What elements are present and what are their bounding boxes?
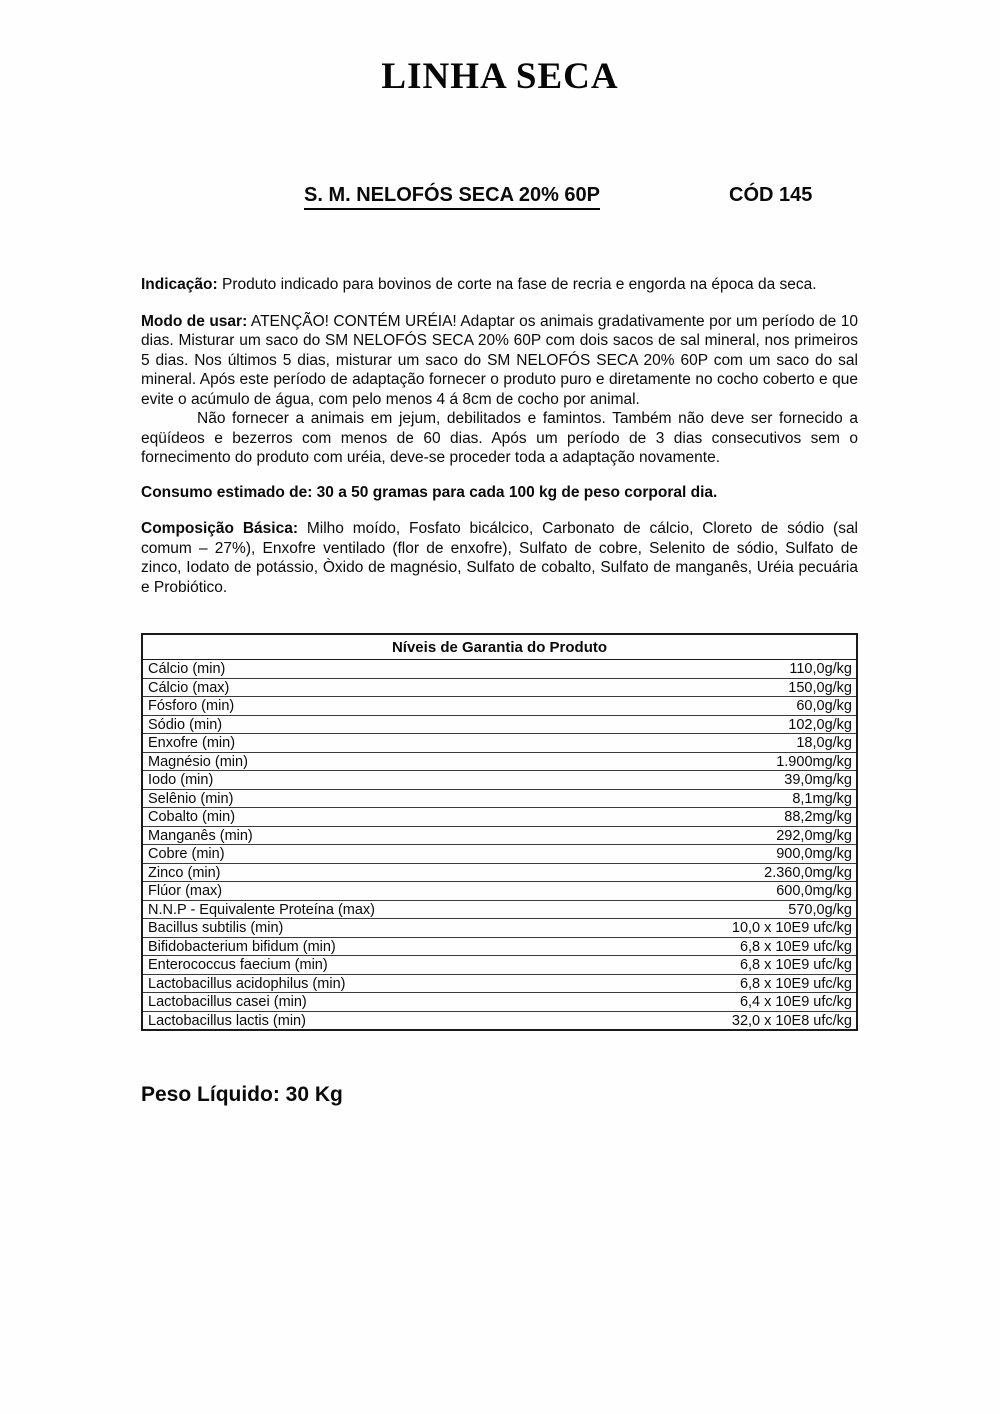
product-code: CÓD 145 (729, 184, 813, 207)
nutrient-value: 88,2mg/kg (604, 808, 857, 827)
nutrient-label: N.N.P - Equivalente Proteína (max) (142, 900, 604, 919)
table-row (142, 789, 857, 808)
guarantee-table-head (142, 634, 857, 660)
table-row (142, 660, 857, 679)
nutrient-value: 6,8 x 10E9 ufc/kg (604, 937, 857, 956)
table-row (142, 678, 857, 697)
nutrient-label: Lactobacillus casei (min) (142, 993, 604, 1012)
guarantee-table-title: Níveis de Garantia do Produto (142, 634, 857, 660)
nutrient-value: 6,8 x 10E9 ufc/kg (604, 974, 857, 993)
table-row (142, 956, 857, 975)
nutrient-label: Manganês (min) (142, 826, 604, 845)
nutrient-label: Bifidobacterium bifidum (min) (142, 937, 604, 956)
nutrient-label: Flúor (max) (142, 882, 604, 901)
document-content (141, 184, 858, 1107)
composicao-text: Milho moído, Fosfato bicálcico, Carbonato de cálcio, Cloreto de sódio (sal comum – 27%), Enxofre ventilado (flor de enxofre), Sulfato de cobre, Selenito de sódio, Sulfato de zinco, Iodato de potássio, Òxido de magnésio, Sulfato de cobalto, Sulfato de manganês, Uréia pecuária e Probiótico. (141, 520, 859, 596)
table-row (142, 734, 857, 753)
nutrient-value: 900,0mg/kg (604, 845, 857, 864)
nutrient-label: Cobre (min) (142, 845, 604, 864)
table-row (142, 715, 857, 734)
modo-de-usar-text: ATENÇÃO! CONTÉM URÉIA! Adaptar os animais gradativamente por um período de 10 dias. Misturar um saco do SM NELOFÓS SECA 20% 60P com dois sacos de sal mineral, nos primeiros 5 dias. Nos últimos 5 dias, misturar um saco do SM NELOFÓS SECA 20% 60P com um saco do sal mineral. Após este período de adaptação fornecer o produto puro e diretamente no cocho coberto e que evite o acúmulo de água, com pelo menos 4 á 8cm de cocho por animal. (141, 312, 858, 408)
nutrient-label: Sódio (min) (142, 715, 604, 734)
table-row (142, 863, 857, 882)
guarantee-table-body (142, 660, 857, 1031)
nutrient-label: Cobalto (min) (142, 808, 604, 827)
table-row (142, 919, 857, 938)
nutrient-value: 2.360,0mg/kg (604, 863, 857, 882)
nutrient-value: 10,0 x 10E9 ufc/kg (604, 919, 857, 938)
nutrient-value: 39,0mg/kg (604, 771, 857, 790)
nutrient-value: 1.900mg/kg (604, 752, 857, 771)
nutrient-value: 570,0g/kg (604, 900, 857, 919)
table-row (142, 845, 857, 864)
indicacao-text: Produto indicado para bovinos de corte na fase de recria e engorda na época da seca. (221, 276, 817, 294)
indicacao-label: Indicação: (141, 276, 218, 294)
nutrient-value: 102,0g/kg (604, 715, 857, 734)
nutrient-label: Enxofre (min) (142, 734, 604, 753)
modo-de-usar-continuation: Não fornecer a animais em jejum, debilitados e famintos. Também não deve ser fornecido a eqüídeos e bezerros com menos de 60 dias. Após um período de 3 dias consecutivos sem o fornecimento do produto com uréia, deve-se proceder toda a adaptação novamente. (141, 410, 858, 467)
nutrient-label: Lactobacillus lactis (min) (148, 1012, 306, 1029)
nutrient-value: 6,8 x 10E9 ufc/kg (604, 956, 857, 975)
nutrient-label: Bacillus subtilis (min) (142, 919, 604, 938)
nutrient-value: 150,0g/kg (604, 678, 857, 697)
nutrient-label: Lactobacillus acidophilus (min) (142, 974, 604, 993)
table-row (142, 826, 857, 845)
nutrient-label: Cálcio (max) (142, 678, 604, 697)
table-row (142, 697, 857, 716)
table-row (142, 993, 857, 1012)
nutrient-label: Cálcio (min) (142, 660, 604, 679)
nutrient-value: 292,0mg/kg (604, 826, 857, 845)
table-row (142, 937, 857, 956)
modo-de-usar-paragraph (141, 312, 858, 410)
nutrient-label: Zinco (min) (142, 863, 604, 882)
table-row (142, 752, 857, 771)
nutrient-label: Fósforo (min) (142, 697, 604, 716)
net-weight-text: Peso Líquido: 30 Kg (141, 1083, 343, 1107)
guarantee-table-header-row (142, 634, 857, 660)
page-title: LINHA SECA (381, 56, 619, 97)
product-header (141, 184, 858, 212)
nutrient-value: 6,4 x 10E9 ufc/kg (604, 993, 857, 1012)
nutrient-value: 18,0g/kg (604, 734, 857, 753)
table-row (142, 771, 857, 790)
nutrient-value: 600,0mg/kg (604, 882, 857, 901)
nutrient-value: 8,1mg/kg (604, 789, 857, 808)
nutrient-value: 32,0 x 10E8 ufc/kg (731, 1012, 852, 1029)
nutrient-label: Selênio (min) (142, 789, 604, 808)
nutrient-value: 110,0g/kg (604, 660, 857, 679)
table-row (142, 808, 857, 827)
table-row (142, 882, 857, 901)
indicacao-paragraph (141, 275, 858, 295)
product-name: S. M. NELOFÓS SECA 20% 60P (304, 184, 600, 210)
nutrient-label: Iodo (min) (142, 771, 604, 790)
nutrient-label: Magnésio (min) (142, 752, 604, 771)
nutrient-label: Enterococcus faecium (min) (142, 956, 604, 975)
modo-de-usar-label: Modo de usar: (141, 312, 248, 330)
consumo-estimado-paragraph: Consumo estimado de: 30 a 50 gramas para cada 100 kg de peso corporal dia. (141, 483, 718, 501)
table-row (142, 900, 857, 919)
table-row (142, 1011, 857, 1030)
composicao-label: Composição Básica: (141, 520, 299, 538)
table-row (142, 974, 857, 993)
composicao-paragraph (141, 519, 858, 597)
guarantee-levels-table (141, 633, 858, 1031)
nutrient-value: 60,0g/kg (604, 697, 857, 716)
